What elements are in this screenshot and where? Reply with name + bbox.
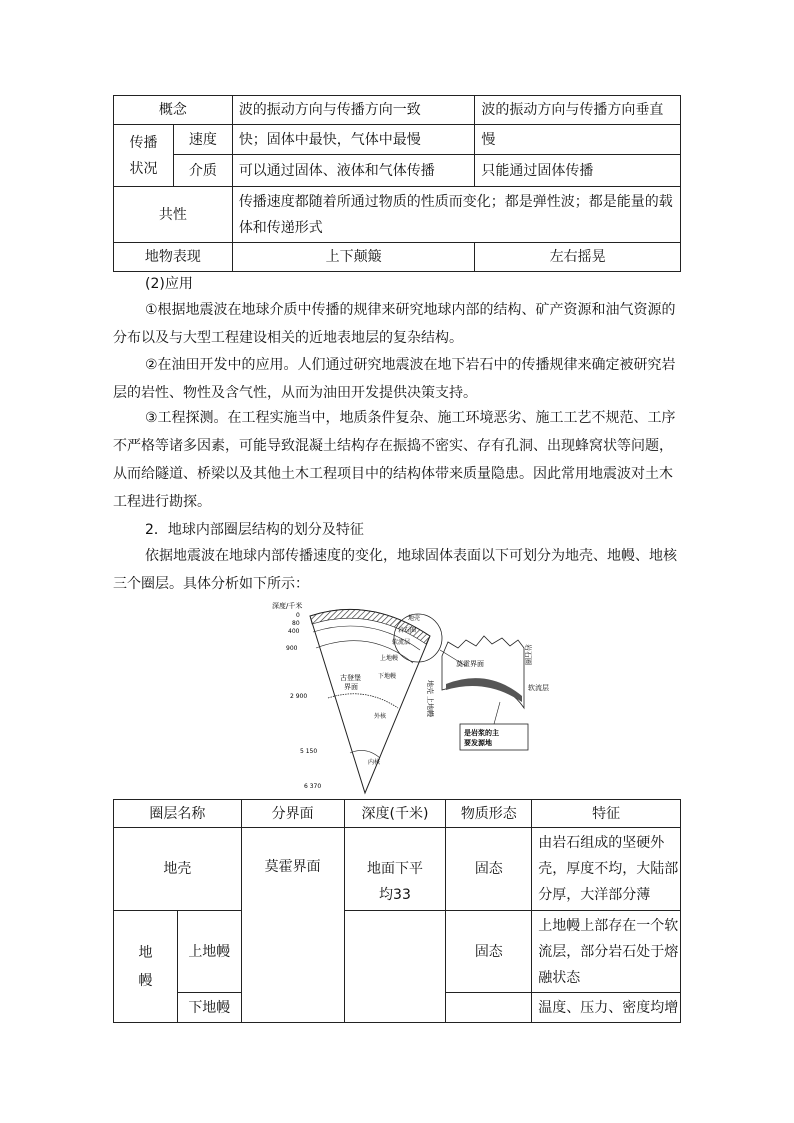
crust-depth: 地面下平均33 [344,828,446,911]
application-para-3: ③工程探测。在工程实施当中，地质条件复杂、施工环境恶劣、施工工艺不规范、工序不严格等诸多因素，可能导致混凝土结构存在振捣不密实、存有孔洞、出现蜂窝状等问题，从而给隧道、桥梁以及其他土木工程项目中的结构体带来质量隐患。因此常用地震波对土木工程进行勘探。 [113,410,676,510]
mantle-name: 地 幔 [114,911,178,1023]
crust-state: 固态 [446,828,532,911]
p-wave-speed: 快；固体中最快，气体中最慢 [232,125,475,155]
concept-header: 概念 [114,96,233,125]
svg-text:软流层: 软流层 [392,639,411,646]
asthenosphere-label: 软流层 [528,684,549,692]
depth-5150: 5 150 [300,748,318,755]
header-state: 物质形态 [446,800,532,828]
application-para-2: ②在油田开发中的应用。人们通过研究地震波在地下岩石中的传播规律来确定被研究岩层的岩性、物性及含气性，从而为油田开发提供决策支持。 [113,357,676,401]
svg-text:上地幔: 上地幔 [380,655,399,662]
depth-0: 0 [296,612,300,619]
application-para-1: ①根据地震波在地球介质中传播的规律来研究地球内部的结构、矿产资源和油气资源的分布以及与大型工程建设相关的近地表地层的复杂结构。 [113,302,676,346]
application-heading: (2)应用 [145,276,193,292]
svg-text:地壳: 地壳 [408,615,421,622]
s-wave-speed: 慢 [475,125,681,155]
upper-mantle-label: 上地幔 [426,696,434,717]
header-depth: 深度(千米) [344,800,446,828]
depth-900: 900 [286,645,298,652]
depth-80: 80 [292,620,300,627]
section-2-title: 2．地球内部圈层结构的划分及特征 [145,522,364,538]
upper-mantle-feature: 上地幔上部存在一个软流层，部分岩石处于熔融状态 [532,911,681,993]
lower-mantle-name: 下地幔 [177,993,241,1023]
crust-boundary: 莫霍界面 [241,828,344,1023]
p-wave-surface: 上下颠簸 [232,243,475,272]
depth-2900: 2 900 [290,693,308,700]
moho-label: 莫霍界面 [456,660,484,668]
header-boundary: 分界面 [241,800,344,828]
magma-note: 是岩浆的主要发源地 [464,729,499,747]
common-label: 共性 [114,187,233,243]
s-wave-medium: 只能通过固体传播 [475,155,681,187]
lithosphere-label: 岩石圈 [524,644,532,665]
mantle-state: 固态 [446,911,532,993]
asthenosphere-band [446,678,522,702]
depth-6370: 6 370 [304,783,322,790]
s-wave-surface: 左右摇晃 [475,243,681,272]
speed-label: 速度 [173,125,232,155]
depth-axis-label: 深度/千米 [272,602,303,610]
mantle-depth-empty [344,911,446,1023]
svg-text:岩石圈: 岩石圈 [398,627,417,634]
lower-mantle-feature: 温度、压力、密度均增 [532,993,681,1023]
surface-label: 地物表现 [114,243,233,272]
s-wave-concept: 波的振动方向与传播方向垂直 [475,96,681,125]
crust-detail-outline [442,636,524,708]
crust-name: 地壳 [114,828,242,911]
svg-text:下地幔: 下地幔 [378,673,397,680]
lower-mantle-state-empty [446,993,532,1023]
inner-core-line [350,750,380,758]
crust-label: 地壳 [426,680,434,694]
section-2-intro: 依据地震波在地球内部传播速度的变化，地球固体表面以下可划分为地壳、地幔、地核三个圈层。具体分析如下所示： [113,548,677,592]
p-wave-concept: 波的振动方向与传播方向一致 [232,96,475,125]
medium-label: 介质 [173,155,232,187]
upper-mantle-name: 上地幔 [177,911,241,993]
header-feature: 特征 [532,800,681,828]
svg-text:外核: 外核 [374,713,387,720]
crust-feature: 由岩石组成的坚硬外壳，厚度不均，大陆部分厚，大洋部分薄 [532,828,681,911]
magma-pointer [494,702,500,724]
gutenberg-label: 古登堡界面 [340,674,361,691]
depth-400: 400 [288,628,300,635]
p-wave-medium: 可以通过固体、液体和气体传播 [232,155,475,187]
wave-comparison-table [113,95,681,272]
header-layer-name: 圈层名称 [114,800,242,828]
common-text: 传播速度都随着所通过物质的性质而变化；都是弹性波；都是能量的载体和传递形式 [232,187,680,243]
earth-layers-table [113,799,681,1023]
gutenberg-line [328,694,398,708]
earth-interior-diagram [270,598,560,798]
svg-text:内核: 内核 [368,759,381,766]
propagation-label: 传播 状况 [114,125,174,187]
